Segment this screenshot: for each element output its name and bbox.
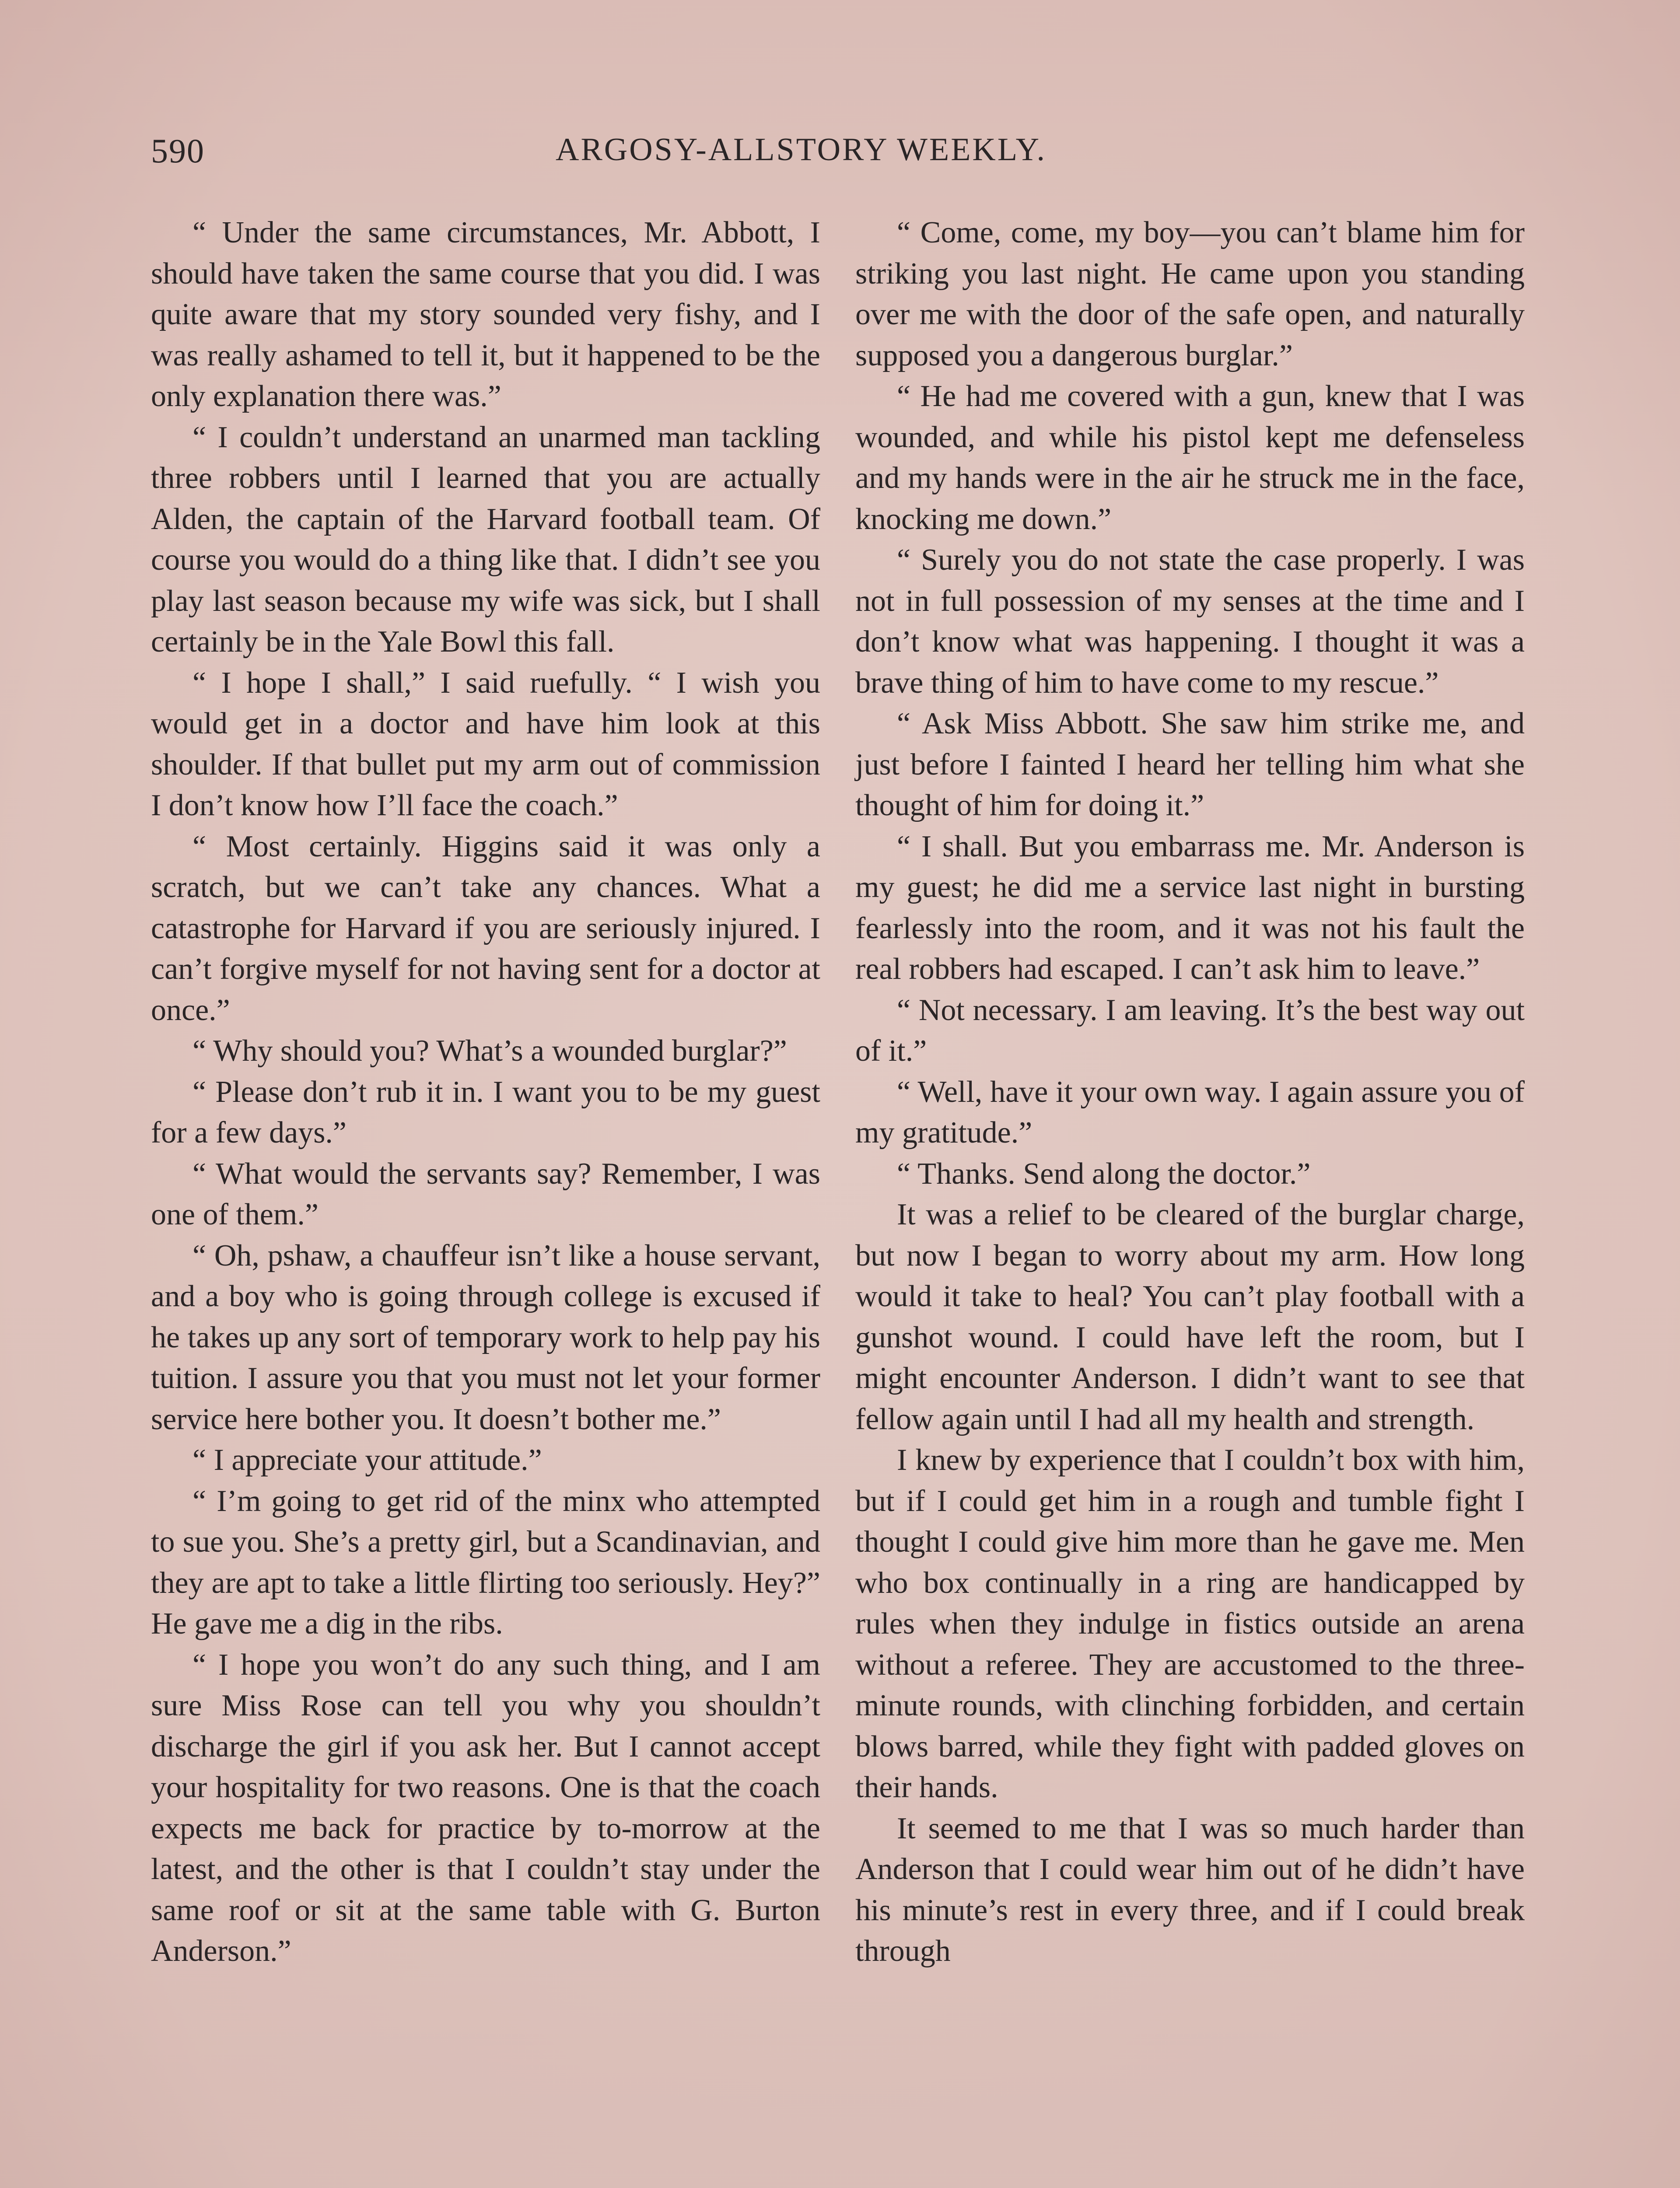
paragraph: “ Come, come, my boy—you can’t blame him for striking you last night. He came upon you standing over me with the door of the safe open, and naturally supposed you a dangerous burglar.” xyxy=(855,216,1525,372)
paragraph: “ I appreciate your attitude.” xyxy=(192,1443,542,1477)
paragraph: “ Well, have it your own way. I again assure you of my gratitude.” xyxy=(855,1075,1525,1150)
paragraph: “ Thanks. Send along the doctor.” xyxy=(897,1157,1311,1191)
paragraph: “ I hope I shall,” I said ruefully. “ I wish you would get in a doctor and have him look at this shoulder. If that bullet put my arm out of commission I don’t know how I’ll face the coach.” xyxy=(151,666,820,822)
paragraph: “ Oh, pshaw, a chauffeur isn’t like a house servant, and a boy who is going through college is excused if he takes up any sort of temporary work to help pay his tuition. I assure you that you must not let your former service here bother you. It doesn’t bother me.” xyxy=(151,1238,820,1436)
paragraph: “ Not necessary. I am leaving. It’s the best way out of it.” xyxy=(855,993,1525,1068)
paragraph: “ I’m going to get rid of the minx who attempted to sue you. She’s a pretty girl, but a Scandinavian, and they are apt to take a little flirting too seriously. Hey?” He gave me a dig in the ribs. xyxy=(151,1484,820,1641)
running-head: ARGOSY-ALLSTORY WEEKLY. xyxy=(556,132,1047,168)
paragraph: “ Surely you do not state the case properly. I was not in full possession of my senses at the time and I don’t know what was happening. I thought it was a brave thing of him to have come to my rescue.” xyxy=(855,543,1525,700)
paragraph: “ Under the same circumstances, Mr. Abbott, I should have taken the same course that you did. I was quite aware that my story sounded very fishy, and I was really ashamed to tell it, but it happened to be the only explanation there was.” xyxy=(151,216,820,413)
page-header xyxy=(0,131,1680,184)
paragraph: “ I couldn’t understand an unarmed man tackling three robbers until I learned that you are actually Alden, the captain of the Harvard football team. Of course you would do a thing like that. I didn’t see you play last season because my wife was sick, but I shall certainly be in the Yale Bowl this fall. xyxy=(151,420,820,659)
paragraph: “ Most certainly. Higgins said it was only a scratch, but we can’t take any chances. What a catastrophe for Harvard if you are seriously injured. I can’t forgive myself for not having sent for a doctor at once.” xyxy=(151,829,820,1027)
paragraph: “ Please don’t rub it in. I want you to be my guest for a few days.” xyxy=(151,1075,820,1150)
paragraph: “ Ask Miss Abbott. She saw him strike me, and just before I fainted I heard her telling him what she thought of him for doing it.” xyxy=(855,707,1525,822)
paragraph: I knew by experience that I couldn’t box with him, but if I could get him in a rough and tumble fight I thought I could give him more than he gave me. Men who box continually in a ring are handicapped by rules when they indulge in fistics outside an arena without a referee. They are accustomed to the three-minute rounds, with clinching forbidden, and certain blows barred, while they fight with padded gloves on their hands. xyxy=(855,1443,1525,1804)
paragraph: “ What would the servants say? Remember, I was one of them.” xyxy=(151,1157,820,1231)
paragraph: “ Why should you? What’s a wounded burglar?” xyxy=(192,1034,787,1068)
left-column xyxy=(151,212,820,1972)
paragraph: It seemed to me that I was so much harder than Anderson that I could wear him out of he didn’t have his minute’s rest in every three, and if I could break through xyxy=(855,1811,1525,1968)
paragraph: It was a relief to be cleared of the burglar charge, but now I began to worry about my arm. How long would it take to heal? You can’t play football with a gunshot wound. I could have left the room, but I might encounter Anderson. I didn’t want to see that fellow again until I had all my health and strength. xyxy=(855,1198,1525,1436)
page-number: 590 xyxy=(151,132,205,170)
paragraph: “ He had me covered with a gun, knew that I was wounded, and while his pistol kept me defenseless and my hands were in the air he struck me in the face, knocking me down.” xyxy=(855,379,1525,536)
paragraph: “ I hope you won’t do any such thing, and I am sure Miss Rose can tell you why you shouldn’t discharge the girl if you ask her. But I cannot accept your hospitality for two reasons. One is that the coach expects me back for practice by to-morrow at the latest, and the other is that I couldn’t stay under the same roof or sit at the same table with G. Burton Anderson.” xyxy=(151,1648,820,1968)
right-column xyxy=(855,212,1525,1972)
paragraph: “ I shall. But you embarrass me. Mr. Anderson is my guest; he did me a service last night in bursting fearlessly into the room, and it was not his fault the real robbers had escaped. I can’t ask him to leave.” xyxy=(855,829,1525,986)
